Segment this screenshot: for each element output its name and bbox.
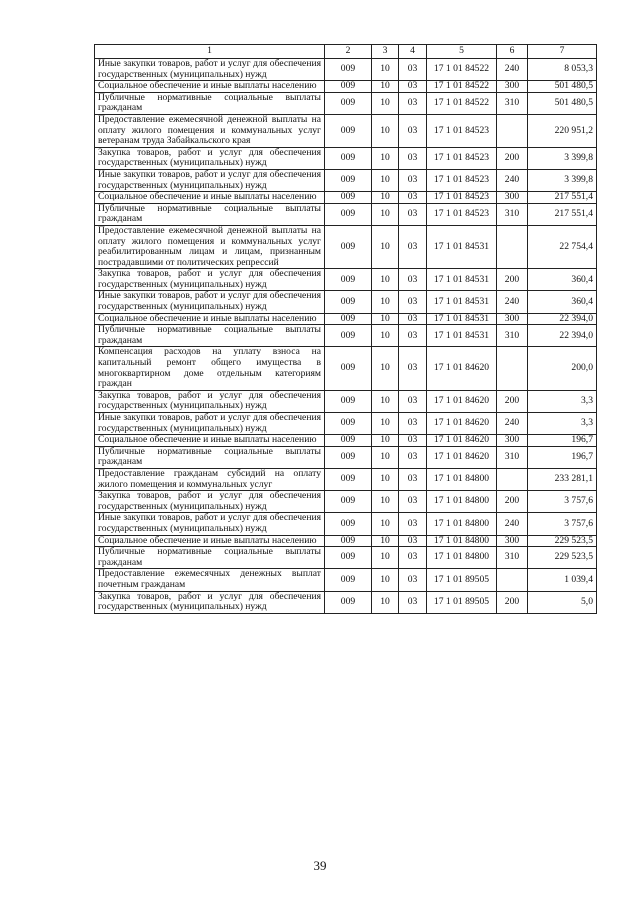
row-ministry-code: 009: [325, 413, 372, 435]
row-ministry-code: 009: [325, 325, 372, 347]
table-row: [95, 413, 597, 435]
row-section: 10: [372, 347, 399, 390]
row-ministry-code: 009: [325, 513, 372, 535]
row-ministry-code: 009: [325, 547, 372, 569]
row-expense-type: 200: [497, 147, 528, 169]
row-subsection: 03: [399, 390, 427, 412]
row-subsection: 03: [399, 491, 427, 513]
row-ministry-code: 009: [325, 269, 372, 291]
row-amount: 360,4: [528, 269, 597, 291]
row-ministry-code: 009: [325, 535, 372, 547]
header-col-5: 5: [427, 45, 497, 59]
row-expense-type: [497, 225, 528, 268]
table-header-row: [95, 45, 597, 59]
row-target-article: 17 1 01 84620: [427, 390, 497, 412]
row-ministry-code: 009: [325, 435, 372, 447]
table-row: [95, 81, 597, 93]
row-section: 10: [372, 81, 399, 93]
row-target-article: 17 1 01 84522: [427, 81, 497, 93]
row-expense-type: 240: [497, 59, 528, 81]
row-target-article: 17 1 01 89505: [427, 569, 497, 591]
table-row: [95, 468, 597, 490]
row-expense-type: 310: [497, 92, 528, 114]
row-expense-type: 310: [497, 547, 528, 569]
row-name: Социальное обеспечение и иные выплаты населению: [95, 81, 325, 93]
row-amount: 501 480,5: [528, 81, 597, 93]
row-expense-type: [497, 468, 528, 490]
table-row: [95, 291, 597, 313]
row-ministry-code: 009: [325, 225, 372, 268]
row-section: 10: [372, 468, 399, 490]
table-row: [95, 513, 597, 535]
row-expense-type: 310: [497, 325, 528, 347]
table-row: [95, 446, 597, 468]
row-subsection: 03: [399, 92, 427, 114]
table-row: [95, 114, 597, 147]
row-name: Иные закупки товаров, работ и услуг для обеспечения государственных (муниципальных) нужд: [95, 169, 325, 191]
table-row: [95, 591, 597, 613]
row-expense-type: 200: [497, 491, 528, 513]
row-subsection: 03: [399, 347, 427, 390]
table-row: [95, 92, 597, 114]
row-name: Иные закупки товаров, работ и услуг для обеспечения государственных (муниципальных) нужд: [95, 413, 325, 435]
row-ministry-code: 009: [325, 313, 372, 325]
row-target-article: 17 1 01 84531: [427, 269, 497, 291]
row-ministry-code: 009: [325, 59, 372, 81]
row-target-article: 17 1 01 84620: [427, 446, 497, 468]
row-amount: 22 754,4: [528, 225, 597, 268]
row-section: 10: [372, 435, 399, 447]
row-amount: 3 399,8: [528, 147, 597, 169]
row-name: Закупка товаров, работ и услуг для обеспечения государственных (муниципальных) нужд: [95, 491, 325, 513]
row-ministry-code: 009: [325, 114, 372, 147]
row-name: Публичные нормативные социальные выплаты гражданам: [95, 203, 325, 225]
table-row: [95, 491, 597, 513]
row-expense-type: 310: [497, 203, 528, 225]
table-row: [95, 435, 597, 447]
row-expense-type: 300: [497, 81, 528, 93]
table-row: [95, 535, 597, 547]
row-amount: 233 281,1: [528, 468, 597, 490]
row-name: Предоставление ежемесячной денежной выплаты на оплату жилого помещения и коммунальных услуг реабилитированным лицам и лицам, признанным пострадавшими от политических репрессий: [95, 225, 325, 268]
row-expense-type: 300: [497, 435, 528, 447]
row-name: Социальное обеспечение и иные выплаты населению: [95, 313, 325, 325]
table-row: [95, 547, 597, 569]
row-target-article: 17 1 01 84531: [427, 325, 497, 347]
row-ministry-code: 009: [325, 192, 372, 204]
row-target-article: 17 1 01 84620: [427, 347, 497, 390]
row-target-article: 17 1 01 84620: [427, 435, 497, 447]
row-amount: 5,0: [528, 591, 597, 613]
row-section: 10: [372, 513, 399, 535]
table-body: [95, 59, 597, 614]
row-target-article: 17 1 01 84523: [427, 203, 497, 225]
row-amount: 3 399,8: [528, 169, 597, 191]
row-amount: 196,7: [528, 435, 597, 447]
row-subsection: 03: [399, 325, 427, 347]
row-subsection: 03: [399, 413, 427, 435]
table-row: [95, 390, 597, 412]
row-ministry-code: 009: [325, 81, 372, 93]
row-amount: 229 523,5: [528, 535, 597, 547]
row-target-article: 17 1 01 84800: [427, 468, 497, 490]
row-name: Закупка товаров, работ и услуг для обеспечения государственных (муниципальных) нужд: [95, 390, 325, 412]
row-amount: 360,4: [528, 291, 597, 313]
row-section: 10: [372, 491, 399, 513]
row-section: 10: [372, 169, 399, 191]
row-expense-type: 300: [497, 535, 528, 547]
row-section: 10: [372, 203, 399, 225]
row-target-article: 17 1 01 84523: [427, 169, 497, 191]
table-row: [95, 147, 597, 169]
row-section: 10: [372, 569, 399, 591]
row-expense-type: [497, 114, 528, 147]
row-ministry-code: 009: [325, 468, 372, 490]
table-row: [95, 169, 597, 191]
row-section: 10: [372, 291, 399, 313]
table-row: [95, 313, 597, 325]
row-section: 10: [372, 547, 399, 569]
row-amount: 220 951,2: [528, 114, 597, 147]
row-subsection: 03: [399, 468, 427, 490]
row-expense-type: 200: [497, 591, 528, 613]
row-name: Иные закупки товаров, работ и услуг для обеспечения государственных (муниципальных) нужд: [95, 291, 325, 313]
row-target-article: 17 1 01 84800: [427, 535, 497, 547]
row-target-article: 17 1 01 84522: [427, 92, 497, 114]
header-col-2: 2: [325, 45, 372, 59]
row-ministry-code: 009: [325, 147, 372, 169]
header-col-3: 3: [372, 45, 399, 59]
row-section: 10: [372, 535, 399, 547]
row-name: Предоставление гражданам субсидий на оплату жилого помещения и коммунальных услуг: [95, 468, 325, 490]
row-amount: 3,3: [528, 390, 597, 412]
row-expense-type: [497, 569, 528, 591]
row-name: Иные закупки товаров, работ и услуг для обеспечения государственных (муниципальных) нужд: [95, 59, 325, 81]
header-col-4: 4: [399, 45, 427, 59]
row-target-article: 17 1 01 84620: [427, 413, 497, 435]
row-amount: 200,0: [528, 347, 597, 390]
row-subsection: 03: [399, 169, 427, 191]
row-target-article: 17 1 01 84531: [427, 225, 497, 268]
row-subsection: 03: [399, 313, 427, 325]
row-section: 10: [372, 446, 399, 468]
row-name: Предоставление ежемесячных денежных выплат почетным гражданам: [95, 569, 325, 591]
row-name: Социальное обеспечение и иные выплаты населению: [95, 435, 325, 447]
row-amount: 217 551,4: [528, 192, 597, 204]
row-subsection: 03: [399, 114, 427, 147]
table-row: [95, 269, 597, 291]
row-amount: 229 523,5: [528, 547, 597, 569]
row-name: Социальное обеспечение и иные выплаты населению: [95, 535, 325, 547]
row-ministry-code: 009: [325, 347, 372, 390]
row-amount: 196,7: [528, 446, 597, 468]
row-subsection: 03: [399, 535, 427, 547]
row-subsection: 03: [399, 591, 427, 613]
row-ministry-code: 009: [325, 446, 372, 468]
table-row: [95, 59, 597, 81]
row-section: 10: [372, 59, 399, 81]
row-name: Компенсация расходов на уплату взноса на капитальный ремонт общего имущества в многоквартирном доме отдельным категориям граждан: [95, 347, 325, 390]
row-target-article: 17 1 01 84800: [427, 491, 497, 513]
row-section: 10: [372, 313, 399, 325]
row-subsection: 03: [399, 203, 427, 225]
row-expense-type: 240: [497, 169, 528, 191]
row-ministry-code: 009: [325, 569, 372, 591]
row-name: Публичные нормативные социальные выплаты гражданам: [95, 446, 325, 468]
row-subsection: 03: [399, 147, 427, 169]
row-name: Публичные нормативные социальные выплаты гражданам: [95, 325, 325, 347]
row-target-article: 17 1 01 84523: [427, 147, 497, 169]
row-name: Социальное обеспечение и иные выплаты населению: [95, 192, 325, 204]
row-expense-type: 200: [497, 269, 528, 291]
row-target-article: 17 1 01 84800: [427, 547, 497, 569]
row-target-article: 17 1 01 84523: [427, 114, 497, 147]
row-ministry-code: 009: [325, 203, 372, 225]
row-target-article: 17 1 01 84522: [427, 59, 497, 81]
row-ministry-code: 009: [325, 491, 372, 513]
row-amount: 8 053,3: [528, 59, 597, 81]
row-expense-type: 240: [497, 413, 528, 435]
row-section: 10: [372, 92, 399, 114]
row-ministry-code: 009: [325, 390, 372, 412]
row-ministry-code: 009: [325, 169, 372, 191]
row-expense-type: 200: [497, 390, 528, 412]
page-number: 39: [313, 858, 327, 873]
row-name: Закупка товаров, работ и услуг для обеспечения государственных (муниципальных) нужд: [95, 269, 325, 291]
row-expense-type: 300: [497, 192, 528, 204]
row-section: 10: [372, 114, 399, 147]
row-subsection: 03: [399, 513, 427, 535]
row-section: 10: [372, 390, 399, 412]
row-section: 10: [372, 269, 399, 291]
row-ministry-code: 009: [325, 291, 372, 313]
row-subsection: 03: [399, 81, 427, 93]
row-subsection: 03: [399, 446, 427, 468]
row-target-article: 17 1 01 84531: [427, 313, 497, 325]
row-amount: 3,3: [528, 413, 597, 435]
row-amount: 501 480,5: [528, 92, 597, 114]
row-section: 10: [372, 413, 399, 435]
row-amount: 217 551,4: [528, 203, 597, 225]
table-row: [95, 192, 597, 204]
row-section: 10: [372, 225, 399, 268]
table-row: [95, 225, 597, 268]
header-col-6: 6: [497, 45, 528, 59]
row-subsection: 03: [399, 569, 427, 591]
table-row: [95, 569, 597, 591]
row-subsection: 03: [399, 291, 427, 313]
table-row: [95, 325, 597, 347]
header-col-7: 7: [528, 45, 597, 59]
row-expense-type: [497, 347, 528, 390]
row-name: Публичные нормативные социальные выплаты гражданам: [95, 547, 325, 569]
row-subsection: 03: [399, 59, 427, 81]
row-ministry-code: 009: [325, 92, 372, 114]
row-expense-type: 310: [497, 446, 528, 468]
row-section: 10: [372, 325, 399, 347]
row-expense-type: 240: [497, 291, 528, 313]
row-target-article: 17 1 01 84800: [427, 513, 497, 535]
row-amount: 3 757,6: [528, 491, 597, 513]
row-section: 10: [372, 192, 399, 204]
row-section: 10: [372, 591, 399, 613]
row-target-article: 17 1 01 89505: [427, 591, 497, 613]
row-target-article: 17 1 01 84523: [427, 192, 497, 204]
row-amount: 3 757,6: [528, 513, 597, 535]
budget-table: [94, 44, 597, 614]
row-subsection: 03: [399, 435, 427, 447]
row-subsection: 03: [399, 269, 427, 291]
row-name: Предоставление ежемесячной денежной выплаты на оплату жилого помещения и коммунальных услуг ветеранам труда Забайкальского края: [95, 114, 325, 147]
row-target-article: 17 1 01 84531: [427, 291, 497, 313]
table-row: [95, 347, 597, 390]
row-subsection: 03: [399, 225, 427, 268]
header-col-1: 1: [95, 45, 325, 59]
row-name: Публичные нормативные социальные выплаты гражданам: [95, 92, 325, 114]
row-expense-type: 240: [497, 513, 528, 535]
row-name: Закупка товаров, работ и услуг для обеспечения государственных (муниципальных) нужд: [95, 147, 325, 169]
row-expense-type: 300: [497, 313, 528, 325]
row-name: Иные закупки товаров, работ и услуг для обеспечения государственных (муниципальных) нужд: [95, 513, 325, 535]
row-section: 10: [372, 147, 399, 169]
row-amount: 1 039,4: [528, 569, 597, 591]
row-ministry-code: 009: [325, 591, 372, 613]
row-subsection: 03: [399, 192, 427, 204]
row-subsection: 03: [399, 547, 427, 569]
row-name: Закупка товаров, работ и услуг для обеспечения государственных (муниципальных) нужд: [95, 591, 325, 613]
row-amount: 22 394,0: [528, 325, 597, 347]
table-row: [95, 203, 597, 225]
row-amount: 22 394,0: [528, 313, 597, 325]
